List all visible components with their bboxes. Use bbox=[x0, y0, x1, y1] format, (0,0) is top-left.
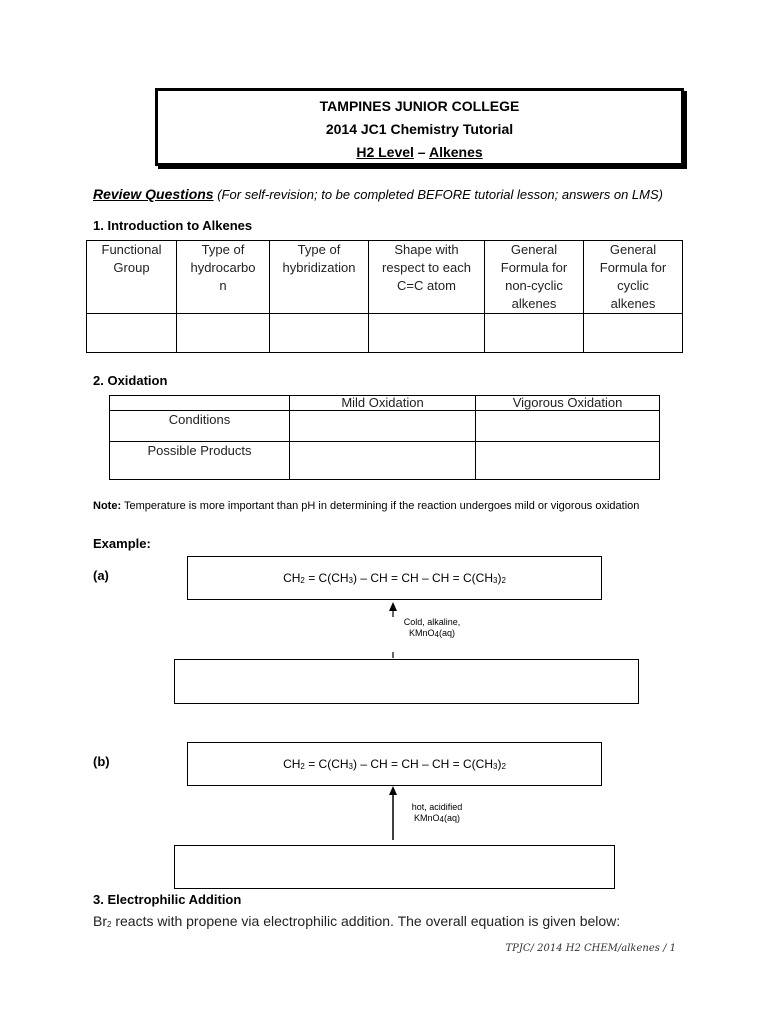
note-text: Note: Temperature is more important than pH in determining if the reaction undergoes mild or vigorous oxidation bbox=[93, 500, 640, 512]
header-cell: Mild Oxidation bbox=[290, 396, 476, 411]
example-b-label: (b) bbox=[93, 754, 110, 769]
example-title: Example: bbox=[93, 536, 151, 551]
answer-cell[interactable] bbox=[369, 314, 485, 353]
row-label-conditions: Conditions bbox=[110, 411, 290, 442]
table-row bbox=[110, 442, 660, 480]
section-1-title: 1. Introduction to Alkenes bbox=[93, 218, 253, 233]
table-row bbox=[110, 411, 660, 442]
answer-cell[interactable] bbox=[290, 411, 476, 442]
answer-cell[interactable] bbox=[290, 442, 476, 480]
reactant-formula-b: $CH_2 = C(CH_3)$ – CH = CH – CH = $C(CH_3)_2$ bbox=[187, 742, 602, 786]
section-2-title: 2. Oxidation bbox=[93, 373, 168, 388]
header-cell: Type of hybridization bbox=[270, 241, 369, 314]
header-cell: Shape with respect to each C=C atom bbox=[369, 241, 485, 314]
section-3-text: $Br_2$ reacts with propene via electrophilic addition. The overall equation is given below: bbox=[93, 913, 621, 929]
conditions-b: hot, acidified KMnO$_4$(aq) bbox=[411, 802, 463, 824]
header-cell: General Formula for cyclic alkenes bbox=[584, 241, 683, 314]
product-answer-box-b[interactable] bbox=[174, 845, 615, 889]
college-name: TAMPINES JUNIOR COLLEGE bbox=[319, 98, 520, 114]
header-cell: Type of hydrocarbo n bbox=[177, 241, 270, 314]
title-box bbox=[155, 88, 684, 166]
level-topic: H2 Level – Alkenes bbox=[356, 144, 483, 160]
review-questions-heading: Review Questions (For self-revision; to be completed BEFORE tutorial lesson; answers on LMS) bbox=[93, 186, 663, 202]
header-cell: Functional Group bbox=[87, 241, 177, 314]
oxidation-table bbox=[109, 395, 660, 480]
alkenes-intro-table bbox=[86, 240, 683, 353]
product-answer-box-a[interactable] bbox=[174, 659, 639, 704]
answer-row bbox=[87, 314, 683, 353]
section-3-title: 3. Electrophilic Addition bbox=[93, 892, 242, 907]
header-cell: General Formula for non-cyclic alkenes bbox=[485, 241, 584, 314]
answer-cell[interactable] bbox=[476, 442, 660, 480]
table-header-row bbox=[87, 241, 683, 314]
header-cell: Vigorous Oxidation bbox=[476, 396, 660, 411]
answer-cell[interactable] bbox=[177, 314, 270, 353]
example-a-label: (a) bbox=[93, 568, 109, 583]
tutorial-title: 2014 JC1 Chemistry Tutorial bbox=[325, 121, 514, 137]
header-cell bbox=[110, 396, 290, 411]
answer-cell[interactable] bbox=[476, 411, 660, 442]
answer-cell[interactable] bbox=[485, 314, 584, 353]
conditions-a: Cold, alkaline, KMnO$_4$(aq) bbox=[403, 617, 461, 639]
table-header-row bbox=[110, 396, 660, 411]
answer-cell[interactable] bbox=[270, 314, 369, 353]
answer-cell[interactable] bbox=[584, 314, 683, 353]
answer-cell[interactable] bbox=[87, 314, 177, 353]
reactant-formula-a: $CH_2 = C(CH_3)$ – CH = CH – CH = $C(CH_3)_2$ bbox=[187, 556, 602, 600]
reaction-arrow-b bbox=[385, 784, 401, 844]
page-footer: TPJC/ 2014 H2 CHEM/alkenes / 1 bbox=[505, 943, 676, 954]
row-label-products: Possible Products bbox=[110, 442, 290, 480]
